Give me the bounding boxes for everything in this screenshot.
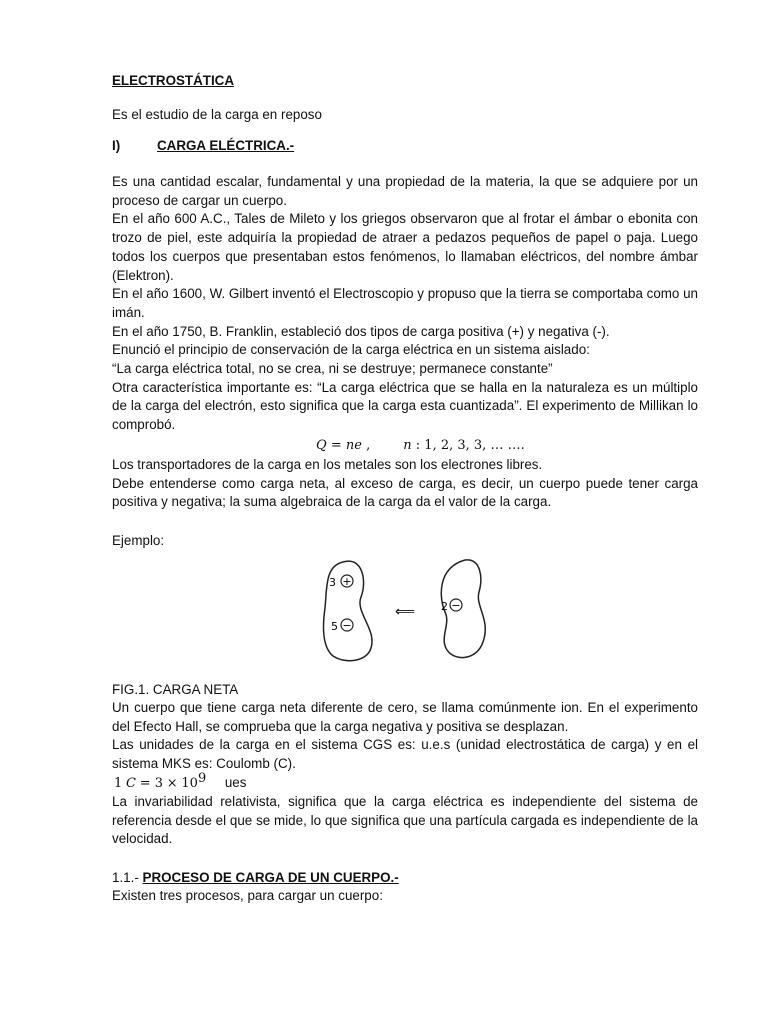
charge-count: 3 [329, 576, 336, 589]
charge-sign: − [342, 619, 352, 632]
paragraph: Otra característica importante es: “La carga eléctrica que se halla en la naturaleza es un múltiplo de la carga del electrón, esto significa que la carga esta cuantizada”. El experimento de Millikan lo comprobó. [112, 379, 698, 433]
example-label: Ejemplo: [112, 533, 165, 548]
closing-text: Existen tres procesos, para cargar un cuerpo: [112, 888, 383, 903]
paragraph: En el año 600 A.C., Tales de Mileto y los griegos observaron que al frotar el ámbar o ebonita con trozo de piel, este adquiría la propiedad de atraer a pedazos pequeños de papel o paja. Luego todos los cuerpos que presentaban estos fenómenos, lo llamaban eléctricos, del nombre ámbar (Elektron). [112, 211, 698, 283]
unit-label: ues [224, 775, 247, 790]
body-block-3 [112, 699, 698, 774]
body-block-1 [112, 173, 698, 435]
subsection-heading [112, 869, 399, 887]
paragraph: En el año 1600, W. Gilbert inventó el Electroscopio y propuso que la tierra se comportaba como un imán. [112, 286, 698, 320]
section-numeral: I) [112, 138, 121, 153]
document-title: ELECTROSTÁTICA [112, 73, 234, 88]
paragraph: Es una cantidad escalar, fundamental y una propiedad de la materia, la que se adquiere por un proceso de cargar un cuerpo. [112, 174, 698, 208]
charge-sign: − [451, 599, 461, 612]
paragraph: Debe entenderse como carga neta, al exceso de carga, es decir, un cuerpo puede tener carga positiva y negativa; la suma algebraica de la carga da el valor de la carga. [112, 475, 698, 510]
equation-units: 1 $C = 3 \times 10^9$ ues [114, 771, 247, 791]
charge-sign: + [342, 575, 352, 588]
paragraph: Enunció el principio de conservación de la carga eléctrica en un sistema aislado: [112, 342, 590, 358]
paragraph: Las unidades de la carga en el sistema CGS es: u.e.s (unidad electrostática de carga) y en el sistema MKS es: Coulomb (C). [112, 737, 698, 772]
section-heading: CARGA ELÉCTRICA.- [157, 138, 295, 153]
equation-variable: n [403, 438, 412, 453]
arrow-icon: ⟸ [394, 604, 416, 620]
paragraph: En el año 1750, B. Franklin, estableció dos tipos de carga positiva (+) y negativa (-). [112, 323, 610, 339]
body-block-4 [112, 793, 698, 849]
equation-values: 1, 2, 3, 3, … …. [424, 438, 525, 453]
intro-text: Es el estudio de la carga en reposo [112, 107, 322, 122]
quote-paragraph: “La carga eléctrica total, no se crea, ni se destruye; permanece constante” [112, 361, 553, 377]
equation-quantization: Q = ne , n : 1, 2, 3, 3, … …. [316, 438, 525, 453]
figure-caption: FIG.1. CARGA NETA [112, 682, 239, 697]
equation-rhs: ne [345, 438, 362, 453]
paragraph: Los transportadores de la carga en los metales son los electrones libres. [112, 457, 543, 472]
charge-count: 5 [331, 620, 338, 633]
charge-count: 2 [441, 600, 448, 613]
body-block-2 [112, 456, 698, 512]
net-charge-figure [305, 552, 505, 672]
subsection-title: PROCESO DE CARGA DE UN CUERPO.- [142, 870, 399, 885]
paragraph: Un cuerpo que tiene carga neta diferente de cero, se llama comúnmente ion. En el experimento del Efecto Hall, se comprueba que la carga negativa y positiva se desplazan. [112, 700, 698, 734]
subsection-number: 1.1.- [112, 870, 139, 885]
equation-lhs: Q [316, 438, 327, 453]
paragraph: La invariabilidad relativista, significa que la carga eléctrica es independiente del sistema de referencia desde el que se mide, lo que significa que una partícula cargada es independiente de la velocidad. [112, 794, 698, 847]
